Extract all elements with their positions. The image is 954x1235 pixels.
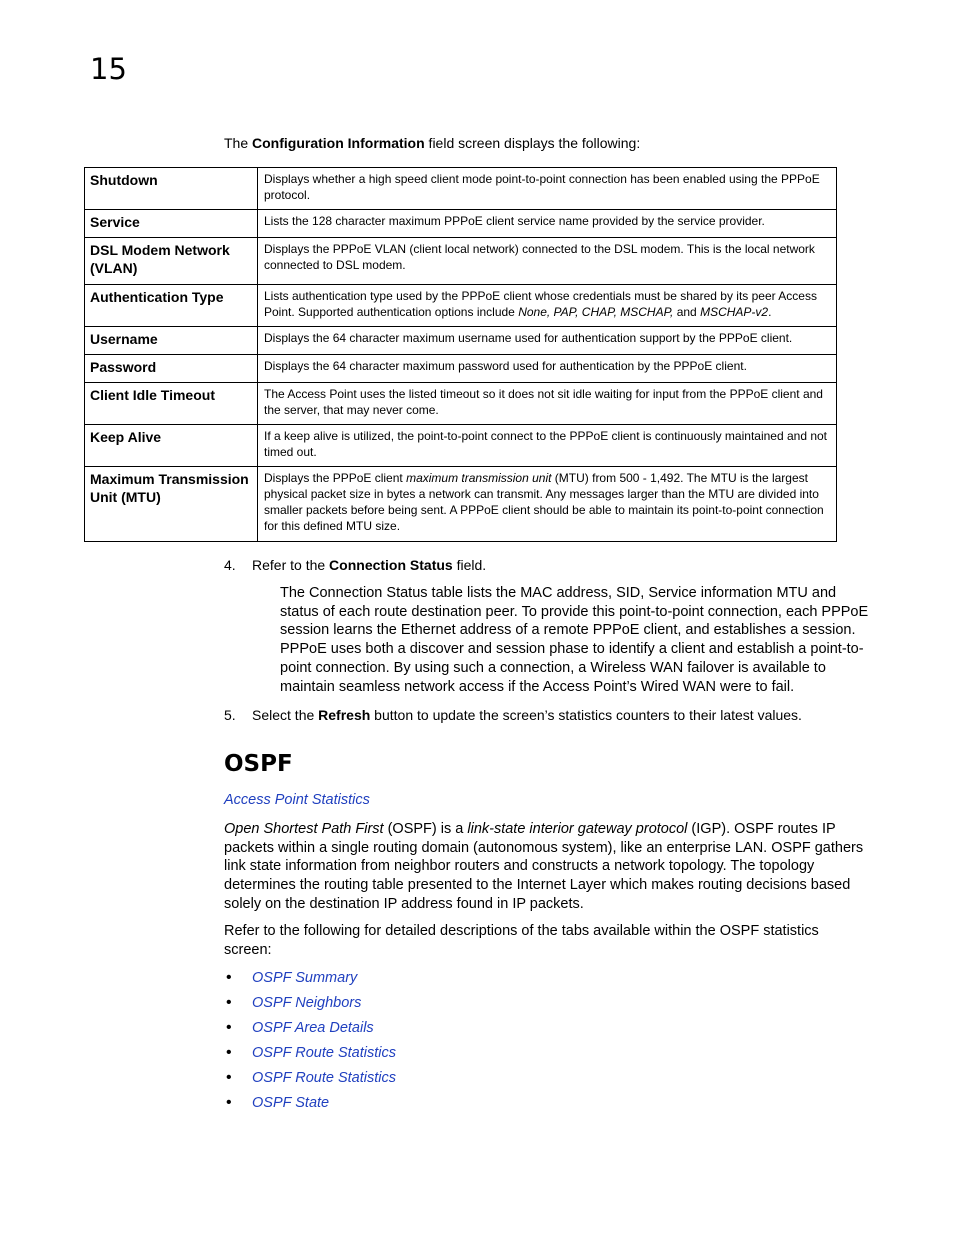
list-item [224,1018,396,1043]
breadcrumb [224,791,370,809]
refer-paragraph: Refer to the following for detailed descriptions of the tabs available within the OSPF statistics screen: [224,923,819,958]
desc-part: . [768,305,772,319]
term-cell: Keep Alive [85,425,258,467]
table-row [85,425,837,467]
table-row [85,383,837,425]
term-cell: Authentication Type [85,285,258,327]
intro-prefix: The [224,135,253,151]
term-cell: Maximum Transmission Unit (MTU) [85,467,258,542]
desc-part: Lists authentication type used by the PPPoE client whose credentials must be shared by its peer Access Point. Supported authentication options include [264,289,817,319]
desc-cell: If a keep alive is utilized, the point-to-point connect to the PPPoE client is continuously maintained and not timed out. [258,425,837,467]
term-cell: Client Idle Timeout [85,383,258,425]
step-4 [224,556,486,575]
bullet-icon: • [226,1044,232,1061]
term-cell: DSL Modem Network (VLAN) [85,238,258,285]
bullet-icon: • [226,1019,232,1036]
desc-cell [258,467,837,542]
desc-cell: Displays whether a high speed client mode point-to-point connection has been enabled using the PPPoE protocol. [258,168,837,210]
bullet-icon: • [226,969,232,986]
desc-part: Displays the PPPoE client [264,471,407,485]
step-suffix: button to update the screen’s statistics counters to their latest values. [370,707,802,723]
table-row [85,327,837,355]
step-number: 5. [224,707,236,723]
list-item [224,1043,396,1068]
ospf-route-statistics-link-2[interactable]: OSPF Route Statistics [252,1070,396,1086]
ospf-state-link[interactable]: OSPF State [252,1095,330,1111]
intro-sentence [224,135,640,151]
breadcrumb-link[interactable]: Access Point Statistics [224,792,370,808]
term-cell: Username [85,327,258,355]
desc-cell [258,285,837,327]
list-item [224,968,396,993]
step-number: 4. [224,557,236,573]
step-bold: Connection Status [329,557,453,573]
list-item [224,1093,396,1118]
desc-cell: Displays the PPPoE VLAN (client local network) connected to the DSL modem. This is the local network connected to DSL modem. [258,238,837,285]
table-row [85,467,837,542]
configuration-info-table [84,167,837,542]
step-suffix: field. [452,557,487,573]
bullet-icon: • [226,1094,232,1111]
desc-part: and [673,305,701,319]
list-item [224,993,396,1018]
desc-cell: Displays the 64 character maximum username used for authentication support by the PPPoE client. [258,327,837,355]
connection-status-paragraph: The Connection Status table lists the MAC address, SID, Service information MTU and status of each route destination peer. To provide this point-to-point connection, each PPPoE session learns the Ethernet address of a remote PPPoE client, and establishes a session. PPPoE uses both a discover and session phase to identify a client and establish a point-to-point connection. By using such a connection, a Wireless WAN failover is available to maintain seamless network access if the Access Point’s Wired WAN were to fail. [280,585,869,695]
section-heading: OSPF [224,751,293,777]
ospf-text: (OSPF) is a [383,821,468,837]
term-cell: Service [85,210,258,238]
table-row [85,168,837,210]
intro-bold: Configuration Information [252,135,425,151]
list-item [224,1068,396,1093]
ospf-area-details-link[interactable]: OSPF Area Details [252,1020,374,1036]
ospf-term: Open Shortest Path First [224,821,384,837]
ospf-description [224,820,870,914]
step-bold: Refresh [318,707,371,723]
desc-part: (MTU) from 500 - 1,492. The MTU is the largest physical packet size in bytes a network can transmit. Any messages larger than the MTU are divided into smaller packets before being sent. A PPPoE client should be able to maintain its point-to-point connection for this defined MTU size. [264,471,824,533]
ospf-route-statistics-link[interactable]: OSPF Route Statistics [252,1045,396,1061]
ospf-neighbors-link[interactable]: OSPF Neighbors [252,995,362,1011]
ospf-tab-list [224,968,396,1118]
term-cell: Shutdown [85,168,258,210]
bullet-icon: • [226,1069,232,1086]
desc-cell: Lists the 128 character maximum PPPoE client service name provided by the service provider. [258,210,837,238]
step-prefix: Refer to the [252,557,330,573]
desc-italic: None, PAP, CHAP, MSCHAP, [518,305,674,319]
desc-italic: MSCHAP-v2 [700,305,769,319]
table-row [85,285,837,327]
desc-cell: The Access Point uses the listed timeout so it does not sit idle waiting for input from the PPPoE client and the server, that may never come. [258,383,837,425]
bullet-icon: • [226,994,232,1011]
desc-italic: maximum transmission unit [406,471,552,485]
ospf-summary-link[interactable]: OSPF Summary [252,970,358,986]
table-row [85,210,837,238]
ospf-term: link-state interior gateway protocol [467,821,688,837]
step-prefix: Select the [252,707,319,723]
term-cell: Password [85,355,258,383]
step-5 [224,706,802,725]
desc-cell: Displays the 64 character maximum password used for authentication by the PPPoE client. [258,355,837,383]
chapter-number: 15 [90,52,127,86]
table-row [85,238,837,285]
intro-suffix: field screen displays the following: [424,135,641,151]
ospf-text: (IGP). OSPF routes IP packets within a single routing domain (autonomous system), like an enterprise LAN. OSPF gathers link state information from neighbor routers and constructs a network topology. The topology determines the routing table presented to the Internet Layer which makes routing decisions based solely on the destination IP address found in IP packets. [224,821,864,912]
table-row [85,355,837,383]
